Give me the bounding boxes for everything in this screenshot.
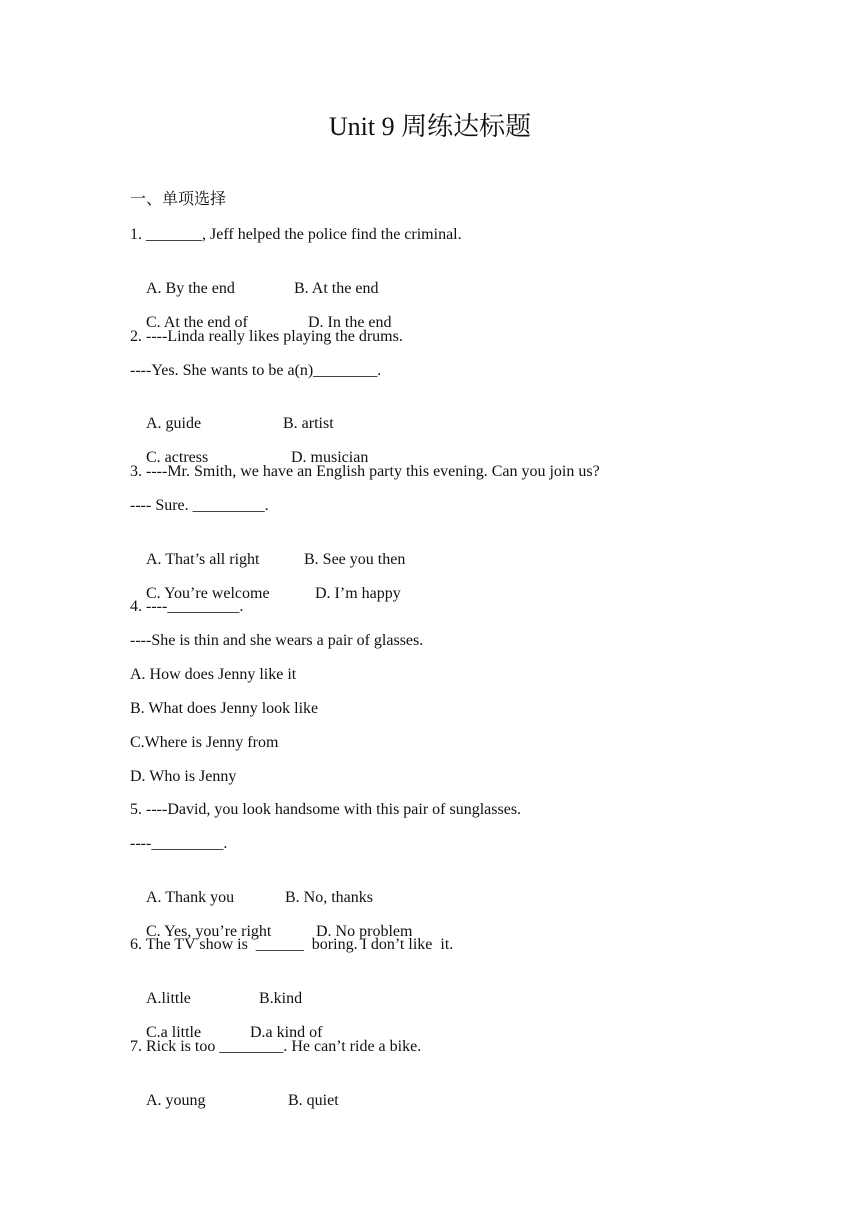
question-7-options-row-1 (130, 1071, 339, 1131)
option-a: A. guide (146, 415, 202, 432)
option-a: A. By the end (146, 280, 235, 297)
option-d: D.a kind of (250, 1024, 323, 1041)
option-a: A.little (146, 990, 191, 1007)
question-4-option-a: A. How does Jenny like it (130, 666, 297, 683)
question-4-option-d: D. Who is Jenny (130, 768, 237, 785)
option-c: C. Yes, you’re right (146, 923, 272, 940)
option-c: C.a little (146, 1024, 202, 1041)
option-c: C. At the end of (146, 314, 248, 331)
section-heading: 一、单项选择 (130, 191, 227, 208)
question-7-stem: 7. Rick is too ________. He can’t ride a bike. (130, 1038, 422, 1055)
question-4-stem: 4. ----_________. (130, 598, 244, 615)
option-d: D. In the end (308, 314, 392, 331)
option-b: B.kind (259, 990, 303, 1007)
question-2-stem-reply: ----Yes. She wants to be a(n)________. (130, 362, 382, 379)
option-a: A. young (146, 1092, 206, 1109)
question-4-option-b: B. What does Jenny look like (130, 700, 319, 717)
question-3-stem: 3. ----Mr. Smith, we have an English party this evening. Can you join us? (130, 463, 600, 480)
option-b: B. At the end (294, 280, 379, 297)
option-d: D. I’m happy (315, 585, 401, 602)
option-c: C. actress (146, 449, 209, 466)
page-title: Unit 9 周练达标题 (328, 112, 532, 141)
option-d: D. musician (291, 449, 369, 466)
question-1-stem: 1. _______, Jeff helped the police find the criminal. (130, 226, 462, 243)
option-b: B. quiet (288, 1092, 339, 1109)
option-b: B. No, thanks (285, 889, 373, 906)
option-a: A. Thank you (146, 889, 235, 906)
question-5-stem: 5. ----David, you look handsome with this pair of sunglasses. (130, 801, 522, 818)
option-c: C. You’re welcome (146, 585, 270, 602)
question-5-stem-reply: ----_________. (130, 835, 228, 852)
question-3-stem-reply: ---- Sure. _________. (130, 497, 269, 514)
option-b: B. artist (283, 415, 334, 432)
option-b: B. See you then (304, 551, 406, 568)
option-a: A. That’s all right (146, 551, 260, 568)
question-2-stem: 2. ----Linda really likes playing the drums. (130, 328, 403, 345)
question-6-stem: 6. The TV show is ______ boring. I don’t like it. (130, 936, 454, 953)
option-d: D. No problem (316, 923, 413, 940)
question-4-stem-reply: ----She is thin and she wears a pair of glasses. (130, 632, 424, 649)
question-4-option-c: C.Where is Jenny from (130, 734, 279, 751)
